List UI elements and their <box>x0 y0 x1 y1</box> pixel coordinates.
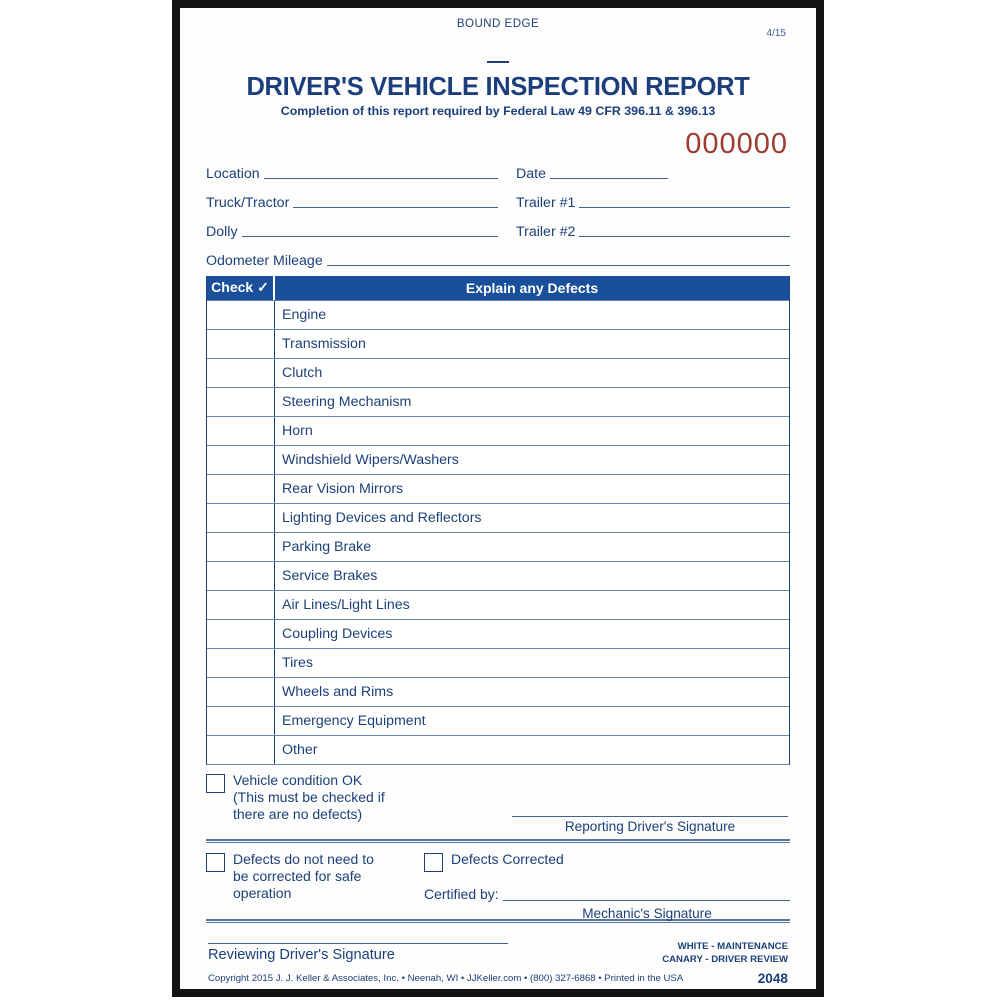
column-header-check: Check ✓ <box>207 276 275 300</box>
page-title: DRIVER'S VEHICLE INSPECTION REPORT <box>246 73 750 101</box>
field-row-dolly-trailer2 <box>206 214 790 243</box>
table-row <box>207 416 789 445</box>
vehicle-condition-section <box>206 765 790 837</box>
reviewing-driver-signature-caption: Reviewing Driver's Signature <box>208 946 395 963</box>
table-row <box>207 532 789 561</box>
check-cell-windshield-wipers-washers[interactable] <box>207 446 275 474</box>
inspection-report-sheet <box>180 8 816 989</box>
reviewing-driver-signature-input[interactable] <box>208 943 508 944</box>
table-row <box>207 677 789 706</box>
label-truck-tractor: Truck/Tractor <box>206 194 290 211</box>
distribution-line-white: WHITE - MAINTENANCE <box>677 940 788 952</box>
item-label-coupling-devices: Coupling Devices <box>282 625 393 642</box>
label-dolly: Dolly <box>206 223 238 240</box>
check-cell-service-brakes[interactable] <box>207 562 275 590</box>
vehicle-condition-ok-text <box>233 772 385 823</box>
table-row <box>207 590 789 619</box>
bound-edge-label: BOUND EDGE <box>456 18 540 30</box>
table-row <box>207 387 789 416</box>
distribution-notice <box>662 941 788 967</box>
check-cell-transmission[interactable] <box>207 330 275 358</box>
check-cell-tires[interactable] <box>207 649 275 677</box>
defects-handling-section <box>206 843 790 921</box>
item-label-tires: Tires <box>282 654 314 671</box>
item-label-clutch: Clutch <box>282 364 323 381</box>
table-row <box>207 648 789 677</box>
entry-fields <box>206 156 790 272</box>
check-cell-steering-mechanism[interactable] <box>207 388 275 416</box>
document-footer <box>206 939 790 1000</box>
table-row <box>207 706 789 735</box>
table-row <box>207 503 789 532</box>
check-cell-coupling-devices[interactable] <box>207 620 275 648</box>
item-label-parking-brake: Parking Brake <box>282 538 372 555</box>
defects-corrected-group <box>424 851 790 921</box>
check-cell-wheels-and-rims[interactable] <box>207 678 275 706</box>
input-truck-tractor[interactable] <box>293 207 498 208</box>
defects-no-correction-line-1: Defects do not need to <box>233 850 374 867</box>
item-label-transmission: Transmission <box>282 335 366 352</box>
check-cell-air-lines-light-lines[interactable] <box>207 591 275 619</box>
label-odometer-mileage: Odometer Mileage <box>206 252 323 269</box>
copyright-notice: Copyright 2015 J. J. Keller & Associates, Inc. • Neenah, WI • JJKeller.com • (800) 327-6868 • Printed in the USA <box>208 972 684 984</box>
item-label-engine: Engine <box>282 306 327 323</box>
table-row <box>207 329 789 358</box>
item-label-wheels-and-rims: Wheels and Rims <box>282 683 394 700</box>
item-label-emergency-equipment: Emergency Equipment <box>282 712 426 729</box>
serial-row <box>206 127 790 160</box>
reporting-driver-signature-caption: Reporting Driver's Signature <box>564 818 736 834</box>
document-frame <box>172 0 824 997</box>
mechanic-signature-caption: Mechanic's Signature <box>582 905 712 921</box>
checkbox-defects-corrected[interactable] <box>424 853 443 872</box>
defects-no-correction-group[interactable] <box>206 851 416 902</box>
defects-corrected-checkbox-group[interactable] <box>424 851 790 872</box>
certified-by-row <box>424 886 790 905</box>
distribution-line-canary: CANARY - DRIVER REVIEW <box>662 953 788 965</box>
page-mark: 4/15 <box>766 28 786 39</box>
check-cell-parking-brake[interactable] <box>207 533 275 561</box>
vehicle-ok-line-2: (This must be checked if <box>233 788 385 805</box>
input-location[interactable] <box>264 178 498 179</box>
item-label-rear-vision-mirrors: Rear Vision Mirrors <box>282 480 404 497</box>
checkbox-vehicle-condition-ok[interactable] <box>206 774 225 793</box>
input-trailer-2[interactable] <box>579 236 790 237</box>
check-cell-engine[interactable] <box>207 301 275 329</box>
item-label-service-brakes: Service Brakes <box>282 567 378 584</box>
item-label-lighting-devices-and-reflectors: Lighting Devices and Reflectors <box>282 509 482 526</box>
table-row <box>207 619 789 648</box>
serial-number: 000000 <box>685 127 788 160</box>
checkbox-defects-no-correction[interactable] <box>206 853 225 872</box>
table-row <box>207 474 789 503</box>
reporting-driver-signature-input[interactable] <box>512 797 788 817</box>
column-header-explain-defects: Explain any Defects <box>465 279 599 296</box>
table-row <box>207 445 789 474</box>
input-trailer-1[interactable] <box>579 207 790 208</box>
certified-by-label: Certified by: <box>424 885 499 902</box>
check-cell-emergency-equipment[interactable] <box>207 707 275 735</box>
vehicle-ok-line-3: there are no defects) <box>233 805 363 822</box>
label-trailer-2: Trailer #2 <box>516 223 576 240</box>
check-cell-rear-vision-mirrors[interactable] <box>207 475 275 503</box>
vehicle-ok-line-1: Vehicle condition OK <box>233 771 363 788</box>
item-label-horn: Horn <box>282 422 313 439</box>
defects-no-correction-line-2: be corrected for safe <box>233 867 362 884</box>
defects-table-header <box>207 276 789 300</box>
label-trailer-1: Trailer #1 <box>516 194 576 211</box>
defects-table <box>206 276 790 765</box>
table-row <box>207 358 789 387</box>
check-cell-lighting-devices-and-reflectors[interactable] <box>207 504 275 532</box>
certified-by-input[interactable] <box>503 900 790 901</box>
check-cell-other[interactable] <box>207 736 275 764</box>
table-row <box>207 735 789 764</box>
defects-corrected-label: Defects Corrected <box>451 850 564 867</box>
table-row <box>207 300 789 329</box>
item-label-air-lines-light-lines: Air Lines/Light Lines <box>282 596 410 613</box>
bound-edge-dash <box>206 50 790 68</box>
defects-no-correction-line-3: operation <box>233 884 292 901</box>
check-cell-clutch[interactable] <box>207 359 275 387</box>
defects-no-correction-text <box>233 851 374 902</box>
input-dolly[interactable] <box>242 236 498 237</box>
item-label-other: Other <box>282 741 318 758</box>
label-location: Location <box>206 165 260 182</box>
label-date: Date <box>516 165 546 182</box>
form-number: 2048 <box>757 970 788 986</box>
reporting-driver-signature-block <box>512 797 788 834</box>
field-row-odometer <box>206 243 790 272</box>
table-row <box>207 561 789 590</box>
page-subtitle: Completion of this report required by Federal Law 49 CFR 396.11 & 396.13 <box>280 103 716 118</box>
top-strip <box>206 16 790 74</box>
input-date[interactable] <box>550 178 668 179</box>
item-label-steering-mechanism: Steering Mechanism <box>282 393 412 410</box>
check-cell-horn[interactable] <box>207 417 275 445</box>
input-odometer-mileage[interactable] <box>327 265 790 266</box>
field-row-truck-trailer1 <box>206 185 790 214</box>
item-label-windshield-wipers-washers: Windshield Wipers/Washers <box>282 451 459 468</box>
